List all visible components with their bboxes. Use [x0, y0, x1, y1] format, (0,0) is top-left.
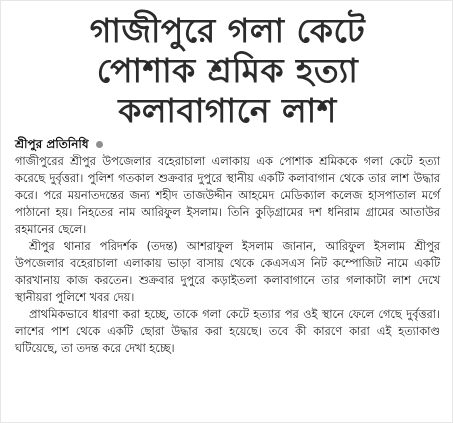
article-body — [15, 153, 440, 357]
headline-line-1: গাজীপুরে গলা কেটে — [89, 11, 366, 50]
headline-line-3: কলাবাগানে লাশ — [118, 91, 337, 130]
paragraph-1: গাজীপুরের শ্রীপুর উপজেলার বহেরাচালা এলাকায় এক পোশাক শ্রমিককে গলা কেটে হত্যা করেছে দুর্বৃত্তরা। পুলিশ গতকাল শুক্রবার দুপুরে স্থানীয় একটি কলাবাগান থেকে তার লাশ উদ্ধার করে। পরে ময়নাতদন্তের জন্য শহীদ তাজউদ্দীন আহমেদ মেডিক্যাল কলেজ হাসপাতাল মর্গে পাঠানো হয়। নিহতের নাম আরিফুল ইসলাম। তিনি কুড়িগ্রামের দশ ধনিরাম গ্রামের আতাউর রহমানের ছেলে। — [15, 155, 440, 236]
reporter-credit: শ্রীপুর প্রতিনিধি — [15, 137, 89, 151]
bullet-icon — [96, 141, 103, 148]
dateline — [15, 137, 440, 151]
headline — [15, 11, 440, 131]
headline-line-2: পোশাক শ্রমিক হত্যা — [96, 51, 359, 90]
paragraph-3: প্রাথমিকভাবে ধারণা করা হচ্ছে, তাকে গলা কেটে হত্যার পর ওই স্থানে ফেলে গেছে দুর্বৃত্তরা। লাশের পাশ থেকে একটি ছোরা উদ্ধার করা হয়েছে। তবে কী কারণে কারা এই হত্যাকাণ্ড ঘটিয়েছে, তা তদন্ত করে দেখা হচ্ছে। — [15, 308, 440, 355]
paragraph-2: শ্রীপুর থানার পরিদর্শক (তদন্ত) আশরাফুল ইসলাম জানান, আরিফুল ইসলাম শ্রীপুর উপজেলার বহেরাচালা এলাকায় ভাড়া বাসায় থেকে কেএসএস নিট কম্পোজিট নামে একটি কারখানায় কাজ করতেন। শুক্রবার দুপুরে কড়াইতলা কলাবাগানে তার গলাকাটা লাশ দেখে স্থানীয়রা পুলিশে খবর দেয়। — [15, 240, 440, 304]
